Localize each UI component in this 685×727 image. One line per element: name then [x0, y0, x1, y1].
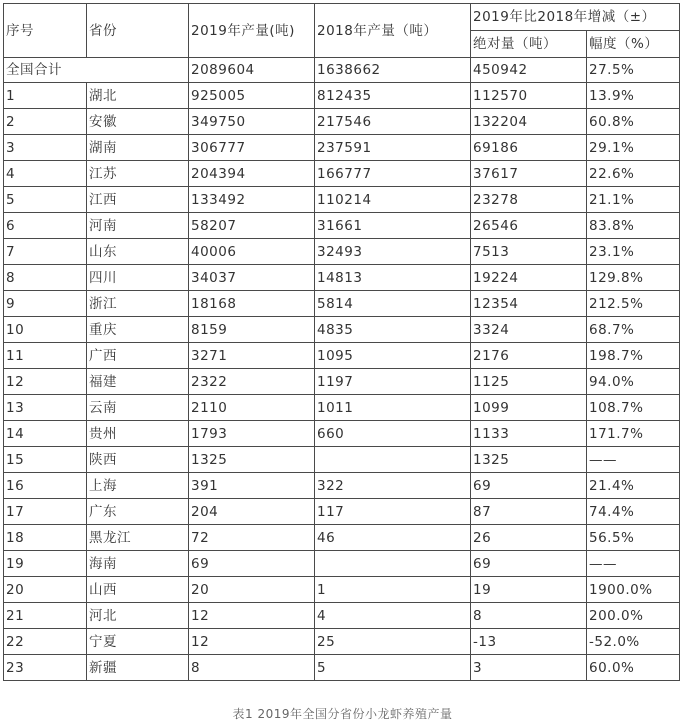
output-2018-cell: 32493 [315, 239, 471, 265]
rank-cell: 15 [4, 447, 87, 473]
percent-change-cell: 129.8% [587, 265, 680, 291]
total-absolute: 450942 [471, 58, 587, 83]
output-2019-cell: 12 [189, 629, 315, 655]
absolute-change-cell: -13 [471, 629, 587, 655]
province-cell: 河南 [87, 213, 189, 239]
rank-cell: 1 [4, 83, 87, 109]
total-row [4, 58, 680, 83]
output-2018-cell: 237591 [315, 135, 471, 161]
rank-cell: 11 [4, 343, 87, 369]
absolute-change-cell: 23278 [471, 187, 587, 213]
table-row [4, 629, 680, 655]
percent-change-cell: 22.6% [587, 161, 680, 187]
rank-cell: 14 [4, 421, 87, 447]
output-2019-cell: 8159 [189, 317, 315, 343]
rank-cell: 16 [4, 473, 87, 499]
table-row [4, 161, 680, 187]
output-2019-cell: 349750 [189, 109, 315, 135]
province-cell: 湖北 [87, 83, 189, 109]
table-row [4, 447, 680, 473]
total-2018: 1638662 [315, 58, 471, 83]
province-cell: 湖南 [87, 135, 189, 161]
percent-change-cell: 212.5% [587, 291, 680, 317]
header-province: 省份 [87, 4, 189, 58]
output-2018-cell [315, 551, 471, 577]
percent-change-cell: 171.7% [587, 421, 680, 447]
absolute-change-cell: 12354 [471, 291, 587, 317]
percent-change-cell: 60.8% [587, 109, 680, 135]
output-2018-cell: 1 [315, 577, 471, 603]
absolute-change-cell: 3324 [471, 317, 587, 343]
absolute-change-cell: 7513 [471, 239, 587, 265]
rank-cell: 19 [4, 551, 87, 577]
absolute-change-cell: 87 [471, 499, 587, 525]
output-2018-cell: 117 [315, 499, 471, 525]
absolute-change-cell: 112570 [471, 83, 587, 109]
output-2018-cell: 1011 [315, 395, 471, 421]
table-row [4, 655, 680, 681]
output-2018-cell: 166777 [315, 161, 471, 187]
output-2018-cell: 5814 [315, 291, 471, 317]
table-row [4, 239, 680, 265]
output-2019-cell: 306777 [189, 135, 315, 161]
output-2019-cell: 69 [189, 551, 315, 577]
rank-cell: 7 [4, 239, 87, 265]
output-2018-cell: 1197 [315, 369, 471, 395]
percent-change-cell: 13.9% [587, 83, 680, 109]
percent-change-cell: 21.4% [587, 473, 680, 499]
absolute-change-cell: 37617 [471, 161, 587, 187]
output-2019-cell: 8 [189, 655, 315, 681]
province-cell: 广西 [87, 343, 189, 369]
table-row [4, 135, 680, 161]
output-2018-cell: 660 [315, 421, 471, 447]
rank-cell: 4 [4, 161, 87, 187]
province-cell: 安徽 [87, 109, 189, 135]
header-row-1 [4, 4, 680, 31]
absolute-change-cell: 1325 [471, 447, 587, 473]
output-2019-cell: 925005 [189, 83, 315, 109]
absolute-change-cell: 26546 [471, 213, 587, 239]
output-2018-cell: 217546 [315, 109, 471, 135]
province-cell: 云南 [87, 395, 189, 421]
total-percent: 27.5% [587, 58, 680, 83]
absolute-change-cell: 1099 [471, 395, 587, 421]
absolute-change-cell: 69 [471, 473, 587, 499]
table-row [4, 473, 680, 499]
percent-change-cell: -52.0% [587, 629, 680, 655]
percent-change-cell: 94.0% [587, 369, 680, 395]
output-2018-cell: 4835 [315, 317, 471, 343]
output-2018-cell: 1095 [315, 343, 471, 369]
rank-cell: 2 [4, 109, 87, 135]
table-row [4, 499, 680, 525]
percent-change-cell: 108.7% [587, 395, 680, 421]
percent-change-cell: 29.1% [587, 135, 680, 161]
rank-cell: 5 [4, 187, 87, 213]
output-2019-cell: 1793 [189, 421, 315, 447]
rank-cell: 22 [4, 629, 87, 655]
output-2018-cell: 110214 [315, 187, 471, 213]
province-cell: 江西 [87, 187, 189, 213]
table-row [4, 109, 680, 135]
header-change-group: 2019年比2018年增减（±） [471, 4, 680, 31]
province-cell: 新疆 [87, 655, 189, 681]
absolute-change-cell: 19224 [471, 265, 587, 291]
output-2018-cell: 46 [315, 525, 471, 551]
table-body [4, 4, 680, 681]
output-2019-cell: 2322 [189, 369, 315, 395]
output-2019-cell: 20 [189, 577, 315, 603]
table-row [4, 577, 680, 603]
table-row [4, 395, 680, 421]
rank-cell: 13 [4, 395, 87, 421]
output-2019-cell: 2110 [189, 395, 315, 421]
percent-change-cell: 198.7% [587, 343, 680, 369]
table-row [4, 343, 680, 369]
output-2019-cell: 72 [189, 525, 315, 551]
absolute-change-cell: 8 [471, 603, 587, 629]
province-cell: 山东 [87, 239, 189, 265]
rank-cell: 21 [4, 603, 87, 629]
percent-change-cell: 74.4% [587, 499, 680, 525]
total-2019: 2089604 [189, 58, 315, 83]
output-2018-cell: 812435 [315, 83, 471, 109]
table-row [4, 291, 680, 317]
table-row [4, 187, 680, 213]
rank-cell: 18 [4, 525, 87, 551]
percent-change-cell: 21.1% [587, 187, 680, 213]
table-caption: 表1 2019年全国分省份小龙虾养殖产量 [232, 707, 453, 721]
output-2019-cell: 391 [189, 473, 315, 499]
province-cell: 广东 [87, 499, 189, 525]
rank-cell: 12 [4, 369, 87, 395]
output-2019-cell: 133492 [189, 187, 315, 213]
absolute-change-cell: 3 [471, 655, 587, 681]
table-row [4, 603, 680, 629]
output-2019-cell: 204394 [189, 161, 315, 187]
percent-change-cell: 60.0% [587, 655, 680, 681]
percent-change-cell: 68.7% [587, 317, 680, 343]
absolute-change-cell: 132204 [471, 109, 587, 135]
absolute-change-cell: 26 [471, 525, 587, 551]
province-cell: 上海 [87, 473, 189, 499]
table-row [4, 551, 680, 577]
table-row [4, 525, 680, 551]
output-2019-cell: 40006 [189, 239, 315, 265]
province-cell: 山西 [87, 577, 189, 603]
table-row [4, 369, 680, 395]
province-cell: 重庆 [87, 317, 189, 343]
rank-cell: 3 [4, 135, 87, 161]
province-cell: 黑龙江 [87, 525, 189, 551]
province-cell: 福建 [87, 369, 189, 395]
rank-cell: 6 [4, 213, 87, 239]
table-row [4, 265, 680, 291]
output-2019-cell: 1325 [189, 447, 315, 473]
percent-change-cell: 23.1% [587, 239, 680, 265]
percent-change-cell: 56.5% [587, 525, 680, 551]
output-2018-cell: 5 [315, 655, 471, 681]
production-table-container [3, 3, 680, 681]
total-label: 全国合计 [4, 58, 189, 83]
percent-change-cell: —— [587, 447, 680, 473]
rank-cell: 17 [4, 499, 87, 525]
absolute-change-cell: 1125 [471, 369, 587, 395]
output-2019-cell: 3271 [189, 343, 315, 369]
output-2019-cell: 34037 [189, 265, 315, 291]
province-cell: 贵州 [87, 421, 189, 447]
output-2018-cell: 322 [315, 473, 471, 499]
output-2019-cell: 12 [189, 603, 315, 629]
table-row [4, 83, 680, 109]
output-2019-cell: 204 [189, 499, 315, 525]
province-cell: 河北 [87, 603, 189, 629]
absolute-change-cell: 69 [471, 551, 587, 577]
header-2018-output: 2018年产量（吨） [315, 4, 471, 58]
header-2019-output: 2019年产量(吨) [189, 4, 315, 58]
percent-change-cell: 200.0% [587, 603, 680, 629]
rank-cell: 8 [4, 265, 87, 291]
output-2018-cell [315, 447, 471, 473]
rank-cell: 20 [4, 577, 87, 603]
table-row [4, 213, 680, 239]
table-row [4, 421, 680, 447]
absolute-change-cell: 2176 [471, 343, 587, 369]
province-cell: 浙江 [87, 291, 189, 317]
rank-cell: 23 [4, 655, 87, 681]
production-table [3, 3, 680, 681]
rank-cell: 9 [4, 291, 87, 317]
absolute-change-cell: 19 [471, 577, 587, 603]
output-2019-cell: 18168 [189, 291, 315, 317]
percent-change-cell: 1900.0% [587, 577, 680, 603]
province-cell: 陕西 [87, 447, 189, 473]
header-absolute: 绝对量（吨） [471, 31, 587, 58]
rank-cell: 10 [4, 317, 87, 343]
absolute-change-cell: 69186 [471, 135, 587, 161]
output-2018-cell: 25 [315, 629, 471, 655]
province-cell: 宁夏 [87, 629, 189, 655]
province-cell: 江苏 [87, 161, 189, 187]
output-2018-cell: 4 [315, 603, 471, 629]
header-percent: 幅度（%） [587, 31, 680, 58]
percent-change-cell: —— [587, 551, 680, 577]
absolute-change-cell: 1133 [471, 421, 587, 447]
output-2019-cell: 58207 [189, 213, 315, 239]
output-2018-cell: 31661 [315, 213, 471, 239]
percent-change-cell: 83.8% [587, 213, 680, 239]
province-cell: 海南 [87, 551, 189, 577]
output-2018-cell: 14813 [315, 265, 471, 291]
header-rank: 序号 [4, 4, 87, 58]
province-cell: 四川 [87, 265, 189, 291]
table-row [4, 317, 680, 343]
